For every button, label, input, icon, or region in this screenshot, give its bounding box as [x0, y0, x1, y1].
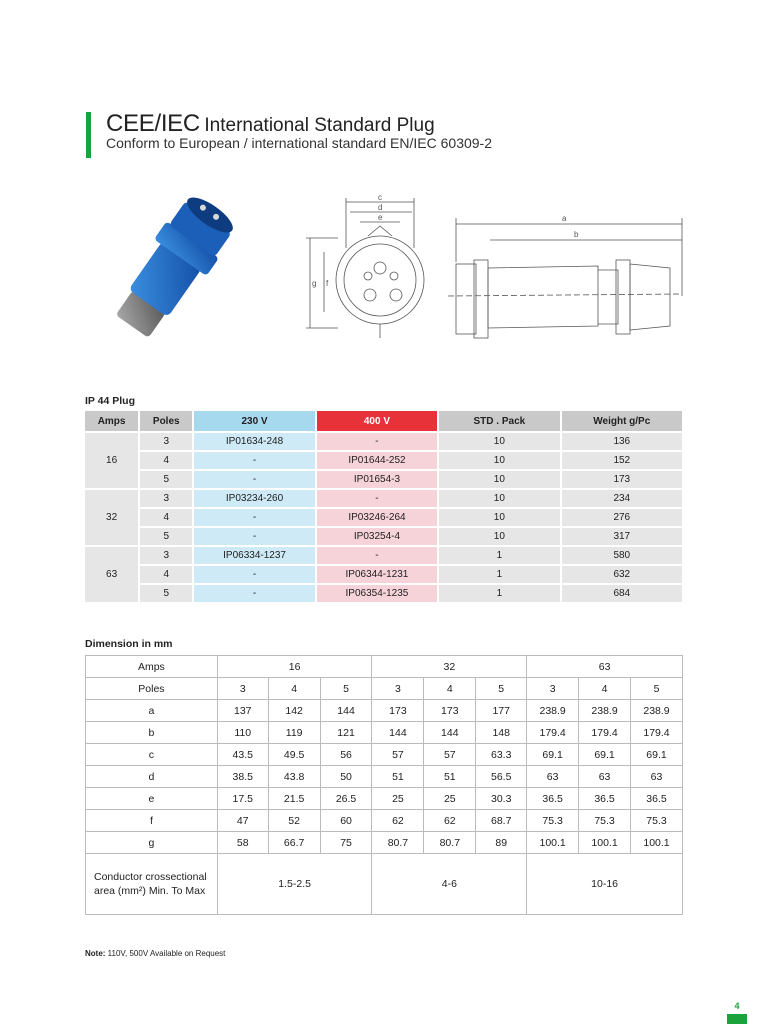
amps-label: Amps	[86, 656, 218, 678]
dimension-row	[86, 766, 683, 788]
dimension-value: 30.3	[476, 788, 527, 810]
poles-cell: 3	[140, 490, 192, 507]
header-weight: Weight g/Pc	[562, 411, 682, 431]
dimension-value: 56.5	[476, 766, 527, 788]
dimension-label: d	[86, 766, 218, 788]
dimension-label: f	[86, 810, 218, 832]
v230-cell: -	[194, 566, 314, 583]
note-prefix: Note:	[85, 949, 106, 958]
dimension-row	[86, 700, 683, 722]
v230-cell: IP01634-248	[194, 433, 314, 450]
dimension-value: 100.1	[527, 832, 579, 854]
dimension-value: 177	[476, 700, 527, 722]
table-row	[85, 509, 682, 526]
dimension-value: 25	[424, 788, 476, 810]
dimension-value: 69.1	[631, 744, 683, 766]
dimension-label: c	[86, 744, 218, 766]
dimension-value: 144	[372, 722, 424, 744]
v230-cell: -	[194, 528, 314, 545]
table-row	[85, 471, 682, 488]
dimension-value: 51	[372, 766, 424, 788]
dimension-value: 63	[527, 766, 579, 788]
weight-cell: 317	[562, 528, 682, 545]
dim-label-c: c	[378, 193, 382, 202]
dimension-value: 69.1	[579, 744, 631, 766]
ip44-plug-table	[83, 409, 684, 604]
title-rest: International Standard Plug	[204, 115, 435, 136]
dimension-value: 62	[372, 810, 424, 832]
weight-cell: 276	[562, 509, 682, 526]
dimension-value: 63	[579, 766, 631, 788]
dimension-value: 75.3	[631, 810, 683, 832]
table-row	[85, 585, 682, 602]
poles-cell: 5	[631, 678, 683, 700]
page-title	[106, 110, 435, 138]
dimension-value: 58	[217, 832, 268, 854]
dimension-value: 43.5	[217, 744, 268, 766]
page-number-bar	[727, 1014, 747, 1024]
dimension-value: 144	[320, 700, 372, 722]
conductor-label	[86, 854, 218, 915]
dimension-value: 17.5	[217, 788, 268, 810]
blue-plug-photo-icon	[80, 175, 270, 355]
conductor-value-32: 4-6	[372, 854, 527, 915]
dimension-value: 80.7	[372, 832, 424, 854]
table-row	[85, 452, 682, 469]
conductor-row	[86, 854, 683, 915]
pack-cell: 10	[439, 490, 559, 507]
dimension-value: 69.1	[527, 744, 579, 766]
dimension-value: 66.7	[268, 832, 320, 854]
v400-cell: IP01644-252	[317, 452, 437, 469]
weight-cell: 684	[562, 585, 682, 602]
v230-cell: IP03234-260	[194, 490, 314, 507]
v400-cell: IP06354-1235	[317, 585, 437, 602]
dimension-label: e	[86, 788, 218, 810]
dimension-value: 57	[424, 744, 476, 766]
dimension-value: 89	[476, 832, 527, 854]
weight-cell: 632	[562, 566, 682, 583]
dimension-value: 75	[320, 832, 372, 854]
dimension-value: 60	[320, 810, 372, 832]
dim-label-f: f	[326, 279, 329, 288]
poles-cell: 5	[476, 678, 527, 700]
poles-cell: 3	[140, 547, 192, 564]
conductor-label-line1: Conductor crossectional	[94, 871, 207, 883]
conductor-label-line2: area (mm²) Min. To Max	[94, 885, 206, 897]
poles-cell: 4	[140, 566, 192, 583]
dimension-value: 100.1	[579, 832, 631, 854]
poles-cell: 5	[140, 471, 192, 488]
pack-cell: 1	[439, 566, 559, 583]
v400-cell: -	[317, 547, 437, 564]
poles-cell: 4	[424, 678, 476, 700]
title-accent-bar	[86, 112, 91, 158]
v400-cell: IP06344-1231	[317, 566, 437, 583]
poles-cell: 5	[140, 528, 192, 545]
dimension-value: 38.5	[217, 766, 268, 788]
dimension-label: a	[86, 700, 218, 722]
poles-cell: 3	[217, 678, 268, 700]
dimension-value: 68.7	[476, 810, 527, 832]
footer-note	[85, 949, 225, 958]
dimension-rows	[86, 700, 683, 854]
dimension-value: 43.8	[268, 766, 320, 788]
dimension-row	[86, 788, 683, 810]
dim-label-b: b	[574, 230, 579, 239]
dim-label-g: g	[312, 279, 317, 288]
header-std-pack: STD . Pack	[439, 411, 559, 431]
dimension-value: 63	[631, 766, 683, 788]
pack-cell: 10	[439, 528, 559, 545]
dimension-value: 36.5	[527, 788, 579, 810]
poles-cell: 5	[320, 678, 372, 700]
dimension-row	[86, 832, 683, 854]
amps-32: 32	[372, 656, 527, 678]
poles-cell: 4	[268, 678, 320, 700]
dimension-value: 63.3	[476, 744, 527, 766]
v230-cell: -	[194, 471, 314, 488]
table-row	[85, 528, 682, 545]
poles-row	[86, 678, 683, 700]
dimension-value: 21.5	[268, 788, 320, 810]
amps-16: 16	[217, 656, 372, 678]
amps-cell: 63	[85, 547, 138, 602]
ip44-section-label: IP 44 Plug	[85, 395, 135, 407]
dimension-value: 121	[320, 722, 372, 744]
dimension-value: 25	[372, 788, 424, 810]
dimension-value: 142	[268, 700, 320, 722]
dimension-value: 26.5	[320, 788, 372, 810]
table-row	[85, 566, 682, 583]
poles-cell: 4	[140, 452, 192, 469]
weight-cell: 152	[562, 452, 682, 469]
header-amps: Amps	[85, 411, 138, 431]
page-number: 4	[734, 1001, 740, 1011]
v230-cell: -	[194, 585, 314, 602]
header-230v: 230 V	[194, 411, 314, 431]
v400-cell: IP03254-4	[317, 528, 437, 545]
v230-cell: -	[194, 509, 314, 526]
dimension-value: 173	[424, 700, 476, 722]
dimension-value: 75.3	[527, 810, 579, 832]
dimension-row	[86, 744, 683, 766]
dimension-value: 36.5	[631, 788, 683, 810]
weight-cell: 580	[562, 547, 682, 564]
poles-cell: 5	[140, 585, 192, 602]
dimension-value: 119	[268, 722, 320, 744]
ip44-header-row	[85, 411, 682, 431]
page-subtitle: Conform to European / international standard EN/IEC 60309-2	[106, 135, 493, 151]
pack-cell: 1	[439, 585, 559, 602]
dimension-value: 173	[372, 700, 424, 722]
poles-cell: 4	[140, 509, 192, 526]
poles-label: Poles	[86, 678, 218, 700]
amps-row	[86, 656, 683, 678]
poles-cell: 3	[140, 433, 192, 450]
dimension-value: 179.4	[527, 722, 579, 744]
pack-cell: 10	[439, 471, 559, 488]
pack-cell: 10	[439, 433, 559, 450]
header-400v: 400 V	[317, 411, 437, 431]
dimension-value: 75.3	[579, 810, 631, 832]
v400-cell: -	[317, 490, 437, 507]
dimension-value: 51	[424, 766, 476, 788]
v230-cell: IP06334-1237	[194, 547, 314, 564]
dimension-label: b	[86, 722, 218, 744]
dimension-value: 179.4	[579, 722, 631, 744]
pack-cell: 1	[439, 547, 559, 564]
dimension-value: 56	[320, 744, 372, 766]
dimension-value: 137	[217, 700, 268, 722]
dimension-value: 110	[217, 722, 268, 744]
dimension-value: 100.1	[631, 832, 683, 854]
v400-cell: -	[317, 433, 437, 450]
dimension-value: 50	[320, 766, 372, 788]
poles-cell: 4	[579, 678, 631, 700]
note-text: 110V, 500V Available on Request	[105, 949, 226, 958]
weight-cell: 234	[562, 490, 682, 507]
dimension-value: 36.5	[579, 788, 631, 810]
title-main: CEE/IEC	[106, 110, 200, 137]
dimension-value: 80.7	[424, 832, 476, 854]
dimension-table	[85, 655, 683, 915]
weight-cell: 173	[562, 471, 682, 488]
v230-cell: -	[194, 452, 314, 469]
dimension-row	[86, 810, 683, 832]
amps-cell: 16	[85, 433, 138, 488]
dimension-value: 144	[424, 722, 476, 744]
dim-label-e: e	[378, 213, 383, 222]
dimension-value: 179.4	[631, 722, 683, 744]
dimension-value: 49.5	[268, 744, 320, 766]
amps-63: 63	[527, 656, 683, 678]
pack-cell: 10	[439, 452, 559, 469]
dimension-section-label: Dimension in mm	[85, 638, 173, 650]
dimension-value: 238.9	[631, 700, 683, 722]
dimension-value: 52	[268, 810, 320, 832]
weight-cell: 136	[562, 433, 682, 450]
conductor-value-63: 10-16	[527, 854, 683, 915]
amps-cell: 32	[85, 490, 138, 545]
dimension-value: 62	[424, 810, 476, 832]
header-poles: Poles	[140, 411, 192, 431]
dimension-value: 148	[476, 722, 527, 744]
technical-drawing-icon	[298, 188, 690, 348]
dimension-label: g	[86, 832, 218, 854]
dimension-value: 238.9	[527, 700, 579, 722]
poles-cell: 3	[527, 678, 579, 700]
dimension-row	[86, 722, 683, 744]
dim-label-d: d	[378, 203, 383, 212]
v400-cell: IP03246-264	[317, 509, 437, 526]
poles-cell: 3	[372, 678, 424, 700]
pack-cell: 10	[439, 509, 559, 526]
dimension-value: 57	[372, 744, 424, 766]
table-row	[85, 490, 682, 507]
v400-cell: IP01654-3	[317, 471, 437, 488]
conductor-value-16: 1.5-2.5	[217, 854, 372, 915]
dimension-value: 238.9	[579, 700, 631, 722]
dim-label-a: a	[562, 214, 567, 223]
dimension-value: 47	[217, 810, 268, 832]
table-row	[85, 547, 682, 564]
table-row	[85, 433, 682, 450]
